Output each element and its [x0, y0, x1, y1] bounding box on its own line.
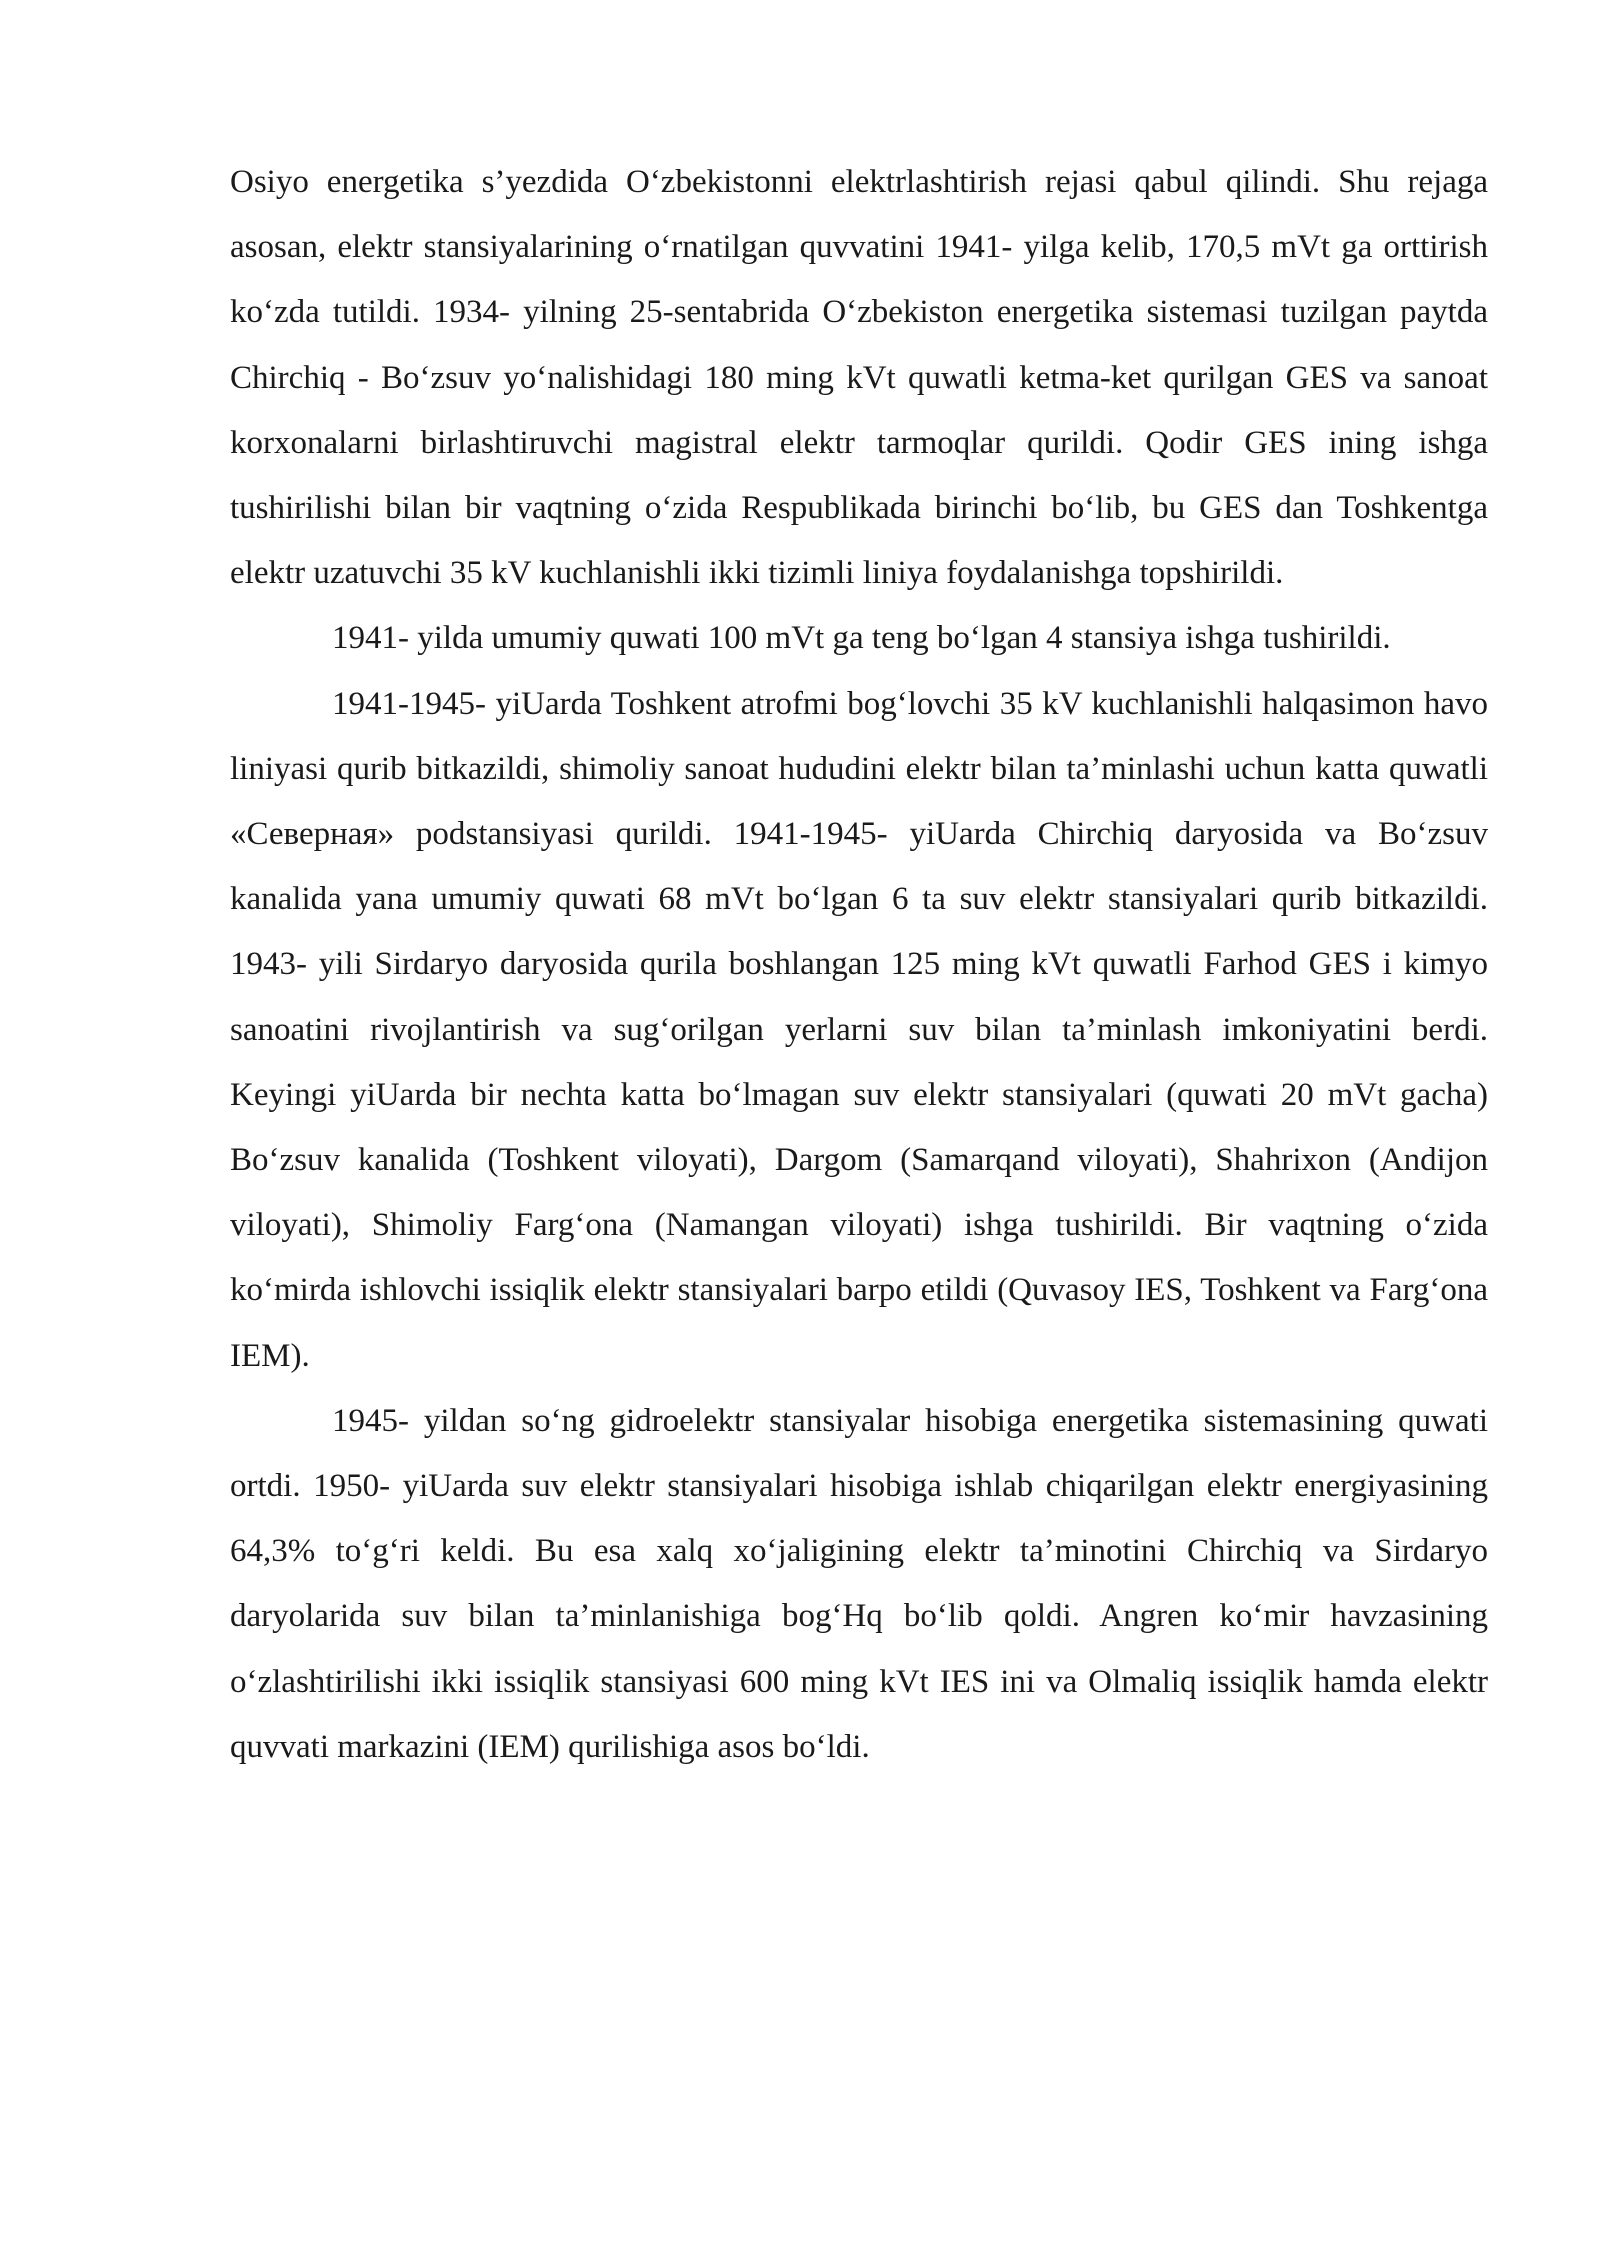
- paragraph-1941-1945-construction: 1941-1945- yiUarda Toshkent atrofmi bog‘lovchi 35 kV kuchlanishli halqasimon havo liniyasi qurib bitkazildi, shimoliy sanoat hududini elektr bilan ta’minlashi uchun katta quwatli «Северная» podstansiyasi qurildi. 1941-1945- yiUarda Chirchiq daryosida va Bo‘zsuv kanalida yana umumiy quwati 68 mVt bo‘lgan 6 ta suv elektr stansiyalari qurib bitkazildi. 1943- yili Sirdaryo daryosida qurila boshlangan 125 ming kVt quwatli Farhod GES i kimyo sanoatini rivojlantirish va sug‘orilgan yerlarni suv bilan ta’minlash imkoniyatini berdi. Keyingi yiUarda bir nechta katta bo‘lmagan suv elektr stansiyalari (quwati 20 mVt gacha) Bo‘zsuv kanalida (Toshkent viloyati), Dargom (Samarqand viloyati), Shahrixon (Andijon viloyati), Shimoliy Farg‘ona (Namangan viloyati) ishga tushirildi. Bir vaqtning o‘zida ko‘mirda ishlovchi issiqlik elektr stansiyalari barpo etildi (Quvasoy IES, Toshkent va Farg‘ona IEM).: [230, 685, 1488, 1374]
- paragraph-1941-stations: 1941- yilda umumiy quwati 100 mVt ga teng bo‘lgan 4 stansiya ishga tushirildi.: [332, 620, 1391, 657]
- paragraph-post-1945-hydro: 1945- yildan so‘ng gidroelektr stansiyalar hisobiga energetika sistemasining quwati ortdi. 1950- yiUarda suv elektr stansiyalari hisobiga ishlab chiqarilgan elektr energiyasining 64,3% to‘g‘ri keldi. Bu esa xalq xo‘jaligining elektr ta’minotini Chirchiq va Sirdaryo daryolarida suv bilan ta’minlanishiga bog‘Hq bo‘lib qoldi. Angren ko‘mir havzasining o‘zlashtirilishi ikki issiqlik stansiyasi 600 ming kVt IES ini va Olmaliq issiqlik hamda elektr quvvati markazini (IEM) qurilishiga asos bo‘ldi.: [230, 1402, 1488, 1765]
- document-body: [230, 150, 1488, 1780]
- paragraph-energy-plan: Osiyo energetika s’yezdida O‘zbekistonni elektrlashtirish rejasi qabul qilindi. Shu rejaga asosan, elektr stansiyalarining o‘rnatilgan quvvatini 1941- yilga kelib, 170,5 mVt ga orttirish ko‘zda tutildi. 1934- yilning 25-sentabrida O‘zbekiston energetika sistemasi tuzilgan paytda Chirchiq - Bo‘zsuv yo‘nalishidagi 180 ming kVt quwatli ketma-ket qurilgan GES va sanoat korxonalarni birlashtiruvchi magistral elektr tarmoqlar qurildi. Qodir GES ining ishga tushirilishi bilan bir vaqtning o‘zida Respublikada birinchi bo‘lib, bu GES dan Toshkentga elektr uzatuvchi 35 kV kuchlanishli ikki tizimli liniya foydalanishga topshirildi.: [230, 164, 1488, 592]
